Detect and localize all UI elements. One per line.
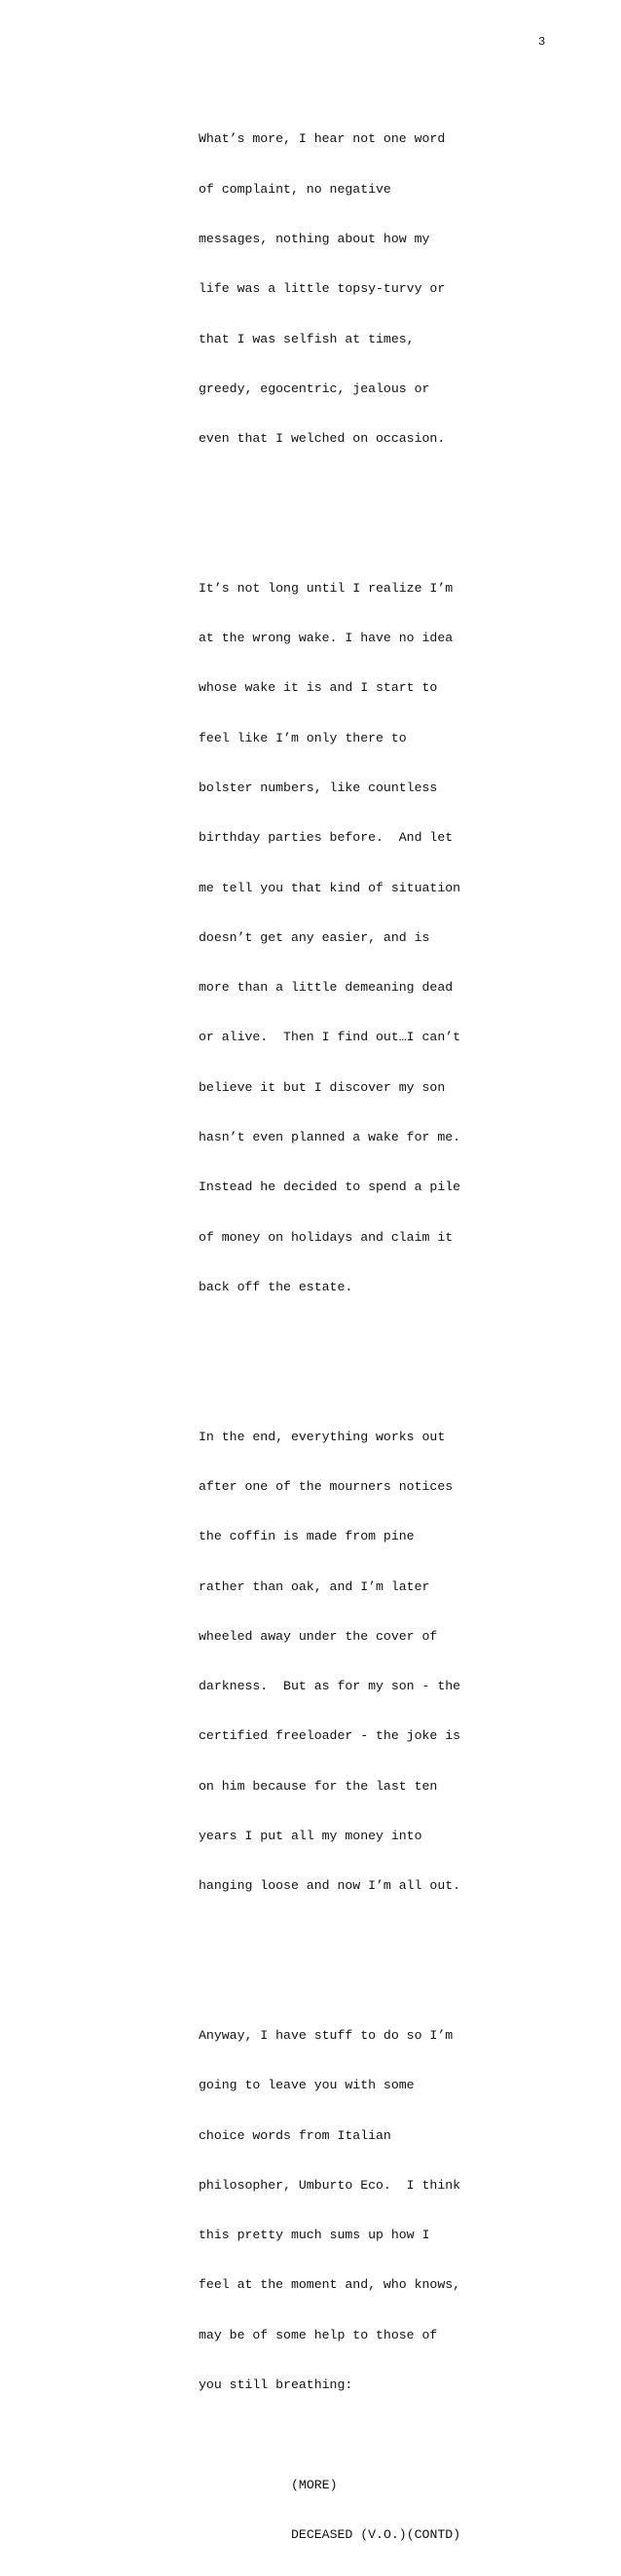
dialogue-line: hasn’t even planned a wake for me. — [199, 1130, 461, 1144]
dialogue-line: wheeled away under the cover of — [199, 1628, 438, 1644]
dialogue-line: the coffin is made from pine — [199, 1529, 415, 1544]
continued-character-cue: DECEASED (V.O.)(CONTD) — [291, 2526, 461, 2542]
dialogue-line: Anyway, I have stuff to do so I’m — [199, 2028, 454, 2044]
dialogue-paragraph-4 — [199, 1994, 491, 2426]
dialogue-line: even that I welched on occasion. — [199, 431, 446, 447]
dialogue-line: hanging loose and now I’m all out. — [199, 1878, 461, 1894]
dialogue-line: birthday parties before. And let — [199, 830, 454, 846]
dialogue-paragraph-2 — [199, 547, 491, 1328]
dialogue-paragraph-3 — [199, 1396, 491, 1928]
dialogue-line: choice words from Italian — [199, 2127, 391, 2143]
dialogue-line: this pretty much sums up how I — [199, 2228, 430, 2243]
dialogue-line: bolster numbers, like countless — [199, 780, 438, 796]
dialogue-line: at the wrong wake. I have no idea — [199, 631, 454, 646]
dialogue-line: more than a little demeaning dead — [199, 980, 454, 996]
dialogue-line: In the end, everything works out — [199, 1429, 446, 1444]
dialogue-line: that I was selfish at times, — [199, 331, 415, 346]
dialogue-line: certified freeloader - the joke is — [199, 1728, 461, 1744]
dialogue-line: philosopher, Umburto Eco. I think — [199, 2177, 461, 2193]
dialogue-line: greedy, egocentric, jealous or — [199, 381, 430, 396]
dialogue-line: of complaint, no negative — [199, 181, 391, 197]
dialogue-line: doesn’t get any easier, and is — [199, 929, 430, 945]
dialogue-line: Instead he decided to spend a pile — [199, 1179, 461, 1195]
dialogue-line: darkness. But as for my son - the — [199, 1679, 461, 1694]
dialogue-line: going to leave you with some — [199, 2078, 415, 2093]
dialogue-block — [199, 64, 491, 2576]
dialogue-line: What’s more, I hear not one word — [199, 131, 446, 147]
dialogue-line: on him because for the last ten — [199, 1778, 438, 1794]
dialogue-line: years I put all my money into — [199, 1828, 422, 1843]
dialogue-paragraph-1 — [199, 97, 491, 480]
more-marker: (MORE) — [291, 2477, 338, 2492]
dialogue-line: life was a little topsy-turvy or — [199, 281, 446, 297]
dialogue-line: of money on holidays and claim it — [199, 1229, 454, 1245]
dialogue-line: may be of some help to those of — [199, 2327, 438, 2342]
page-number: 3 — [538, 35, 546, 49]
dialogue-line: after one of the mourners notices — [199, 1478, 454, 1494]
dialogue-line: whose wake it is and I start to — [199, 680, 438, 696]
dialogue-line: or alive. Then I find out…I can’t — [199, 1030, 461, 1045]
dialogue-line: rather than oak, and I’m later — [199, 1578, 430, 1594]
dialogue-line: feel like I’m only there to — [199, 730, 407, 745]
dialogue-line: feel at the moment and, who knows, — [199, 2277, 461, 2293]
dialogue-line: It’s not long until I realize I’m — [199, 580, 454, 596]
dialogue-line: messages, nothing about how my — [199, 231, 430, 246]
dialogue-line: back off the estate. — [199, 1279, 353, 1294]
dialogue-line: me tell you that kind of situation — [199, 880, 461, 895]
dialogue-line: you still breathing: — [199, 2377, 353, 2393]
dialogue-line: believe it but I discover my son — [199, 1079, 446, 1095]
